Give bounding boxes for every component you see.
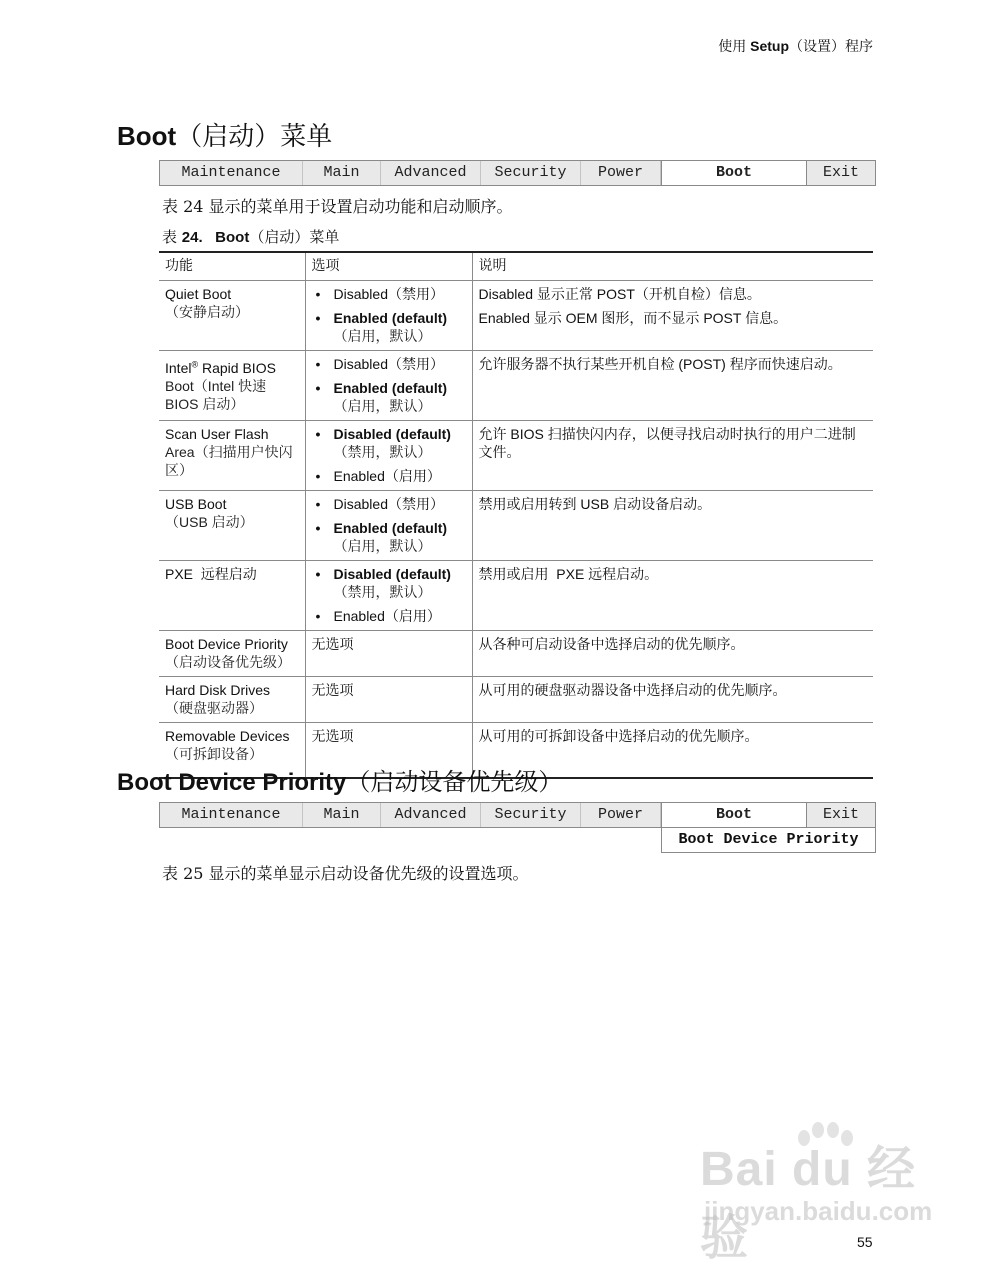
feature-cell	[159, 281, 305, 351]
table-row	[159, 491, 873, 561]
intro-paragraph-2: 表 25 显示的菜单显示启动设备优先级的设置选项。	[162, 864, 529, 883]
section-title-cn: （启动）菜单	[176, 122, 333, 152]
menu-tab-power[interactable]: Power	[581, 161, 661, 185]
menu-tab-security[interactable]: Security	[481, 803, 581, 827]
bullet-icon: •	[315, 380, 321, 396]
feature-cell	[159, 351, 305, 421]
table-row	[159, 281, 873, 351]
option-item-default: • Enabled (default) （启用，默认）	[315, 380, 448, 414]
menu-tab-exit[interactable]: Exit	[822, 164, 859, 181]
menu-tab-advanced[interactable]: Advanced	[381, 161, 481, 185]
options-cell: 无选项	[305, 677, 472, 723]
feature-name-cn: （USB 启动）	[165, 514, 254, 530]
description-cell: 允许 BIOS 扫描快闪内存，以便寻找启动时执行的用户二进制文件。	[472, 421, 873, 491]
table-caption-prefix: 表	[162, 228, 182, 246]
table-header-row	[159, 252, 873, 281]
option-item: • Enabled（启用）	[315, 608, 441, 624]
feature-name: Intel® Rapid BIOS	[165, 359, 276, 376]
feature-cell	[159, 631, 305, 677]
menu-tab-maintenance[interactable]: Maintenance	[160, 161, 303, 185]
bullet-icon: •	[315, 496, 321, 512]
feature-name-cn: （硬盘驱动器）	[165, 700, 263, 716]
feature-cell	[159, 491, 305, 561]
description-cell: 从各种可启动设备中选择启动的优先顺序。	[472, 631, 873, 677]
section-title-en: Boot	[117, 121, 177, 151]
option-item-default: • Disabled (default) （禁用，默认）	[315, 426, 451, 460]
feature-name-cn: Boot（Intel 快速 BIOS 启动）	[165, 377, 267, 412]
options-cell	[305, 351, 472, 421]
description-cell: 从可用的硬盘驱动器设备中选择启动的优先顺序。	[472, 677, 873, 723]
menu-tab-advanced[interactable]: Advanced	[381, 803, 481, 827]
menu-tab-security[interactable]: Security	[481, 161, 581, 185]
menu-tab-maintenance[interactable]: Maintenance	[160, 803, 303, 827]
table-caption-number: 24.	[181, 229, 203, 246]
intro-paragraph-1: 表 24 显示的菜单用于设置启动功能和启动顺序。	[162, 197, 513, 216]
options-cell	[305, 421, 472, 491]
feature-name: Hard Disk Drives	[165, 682, 271, 698]
running-header-bold: Setup	[750, 38, 789, 54]
running-header-prefix: 使用	[718, 38, 751, 54]
feature-name: PXE 远程启动	[165, 566, 257, 582]
running-header	[718, 36, 873, 56]
submenu-boot-device-priority[interactable]: Boot Device Priority	[661, 827, 876, 853]
option-item: • Disabled（禁用）	[315, 356, 444, 372]
bullet-icon: •	[315, 426, 321, 442]
page-number: 55	[857, 1234, 873, 1250]
option-item-default: • Enabled (default) （启用，默认）	[315, 310, 448, 344]
header-description: 说明	[472, 252, 873, 281]
feature-name-cn: Area（扫描用户快闪区）	[165, 444, 293, 478]
header-options: 选项	[305, 252, 472, 281]
bullet-icon: •	[315, 356, 321, 372]
table-row	[159, 351, 873, 421]
menu-tab-main[interactable]: Main	[303, 161, 381, 185]
table-caption-title: Boot	[215, 229, 250, 246]
options-cell	[305, 561, 472, 631]
option-item-default: • Disabled (default) （禁用，默认）	[315, 566, 451, 600]
bios-menubar-2	[159, 802, 876, 828]
bullet-icon: •	[315, 608, 321, 624]
menu-tab-power[interactable]: Power	[581, 803, 661, 827]
table-row	[159, 561, 873, 631]
bullet-icon: •	[315, 286, 321, 302]
table-caption-cn: （启动）菜单	[249, 228, 340, 246]
section-title-boot-device-priority	[117, 762, 562, 797]
watermark-url: jingyan.baidu.com	[704, 1196, 933, 1226]
option-item: • Enabled（启用）	[315, 468, 441, 484]
options-cell	[305, 491, 472, 561]
menu-tab-boot[interactable]: Boot	[661, 161, 807, 185]
bullet-icon: •	[315, 520, 321, 536]
feature-cell	[159, 677, 305, 723]
description-cell: 允许服务器不执行某些开机自检 (POST) 程序而快速启动。	[472, 351, 873, 421]
bios-menubar	[159, 160, 876, 186]
table-caption	[162, 226, 339, 247]
bullet-icon: •	[315, 310, 321, 326]
table-row	[159, 631, 873, 677]
table-row	[159, 421, 873, 491]
description-cell: 禁用或启用转到 USB 启动设备启动。	[472, 491, 873, 561]
description-cell: Disabled 显示正常 POST（开机自检）信息。 Enabled 显示 OEM 图形，而不显示 POST 信息。	[472, 281, 873, 351]
bullet-icon: •	[315, 468, 321, 484]
bullet-icon: •	[315, 566, 321, 582]
section-title-cn: （启动设备优先级）	[346, 768, 563, 796]
description-cell: 从可用的可拆卸设备中选择启动的优先顺序。	[472, 723, 873, 779]
feature-name: Removable Devices	[165, 728, 290, 744]
feature-name: Boot Device Priority	[165, 636, 288, 652]
table-row	[159, 677, 873, 723]
option-item: • Disabled（禁用）	[315, 286, 444, 302]
option-item: • Disabled（禁用）	[315, 496, 444, 512]
section-title-en: Boot Device Priority	[117, 769, 347, 796]
options-cell: 无选项	[305, 631, 472, 677]
watermark-logo: Bai du 经验	[700, 1143, 917, 1265]
options-cell	[305, 281, 472, 351]
feature-name-cn: （安静启动）	[165, 304, 249, 320]
menu-tab-main[interactable]: Main	[303, 803, 381, 827]
header-feature: 功能	[159, 252, 305, 281]
option-item-default: • Enabled (default) （启用，默认）	[315, 520, 448, 554]
section-title-boot-menu	[117, 116, 332, 153]
menu-tab-boot[interactable]: Boot	[661, 803, 807, 827]
feature-name: Scan User Flash	[165, 426, 269, 442]
feature-name-cn: （启动设备优先级）	[165, 654, 291, 670]
feature-name: USB Boot	[165, 496, 227, 512]
description-cell: 禁用或启用 PXE 远程启动。	[472, 561, 873, 631]
feature-name: Quiet Boot	[165, 286, 232, 302]
feature-cell	[159, 421, 305, 491]
options-cell: 无选项	[305, 723, 472, 779]
feature-name-cn: （可拆卸设备）	[165, 746, 263, 762]
feature-cell	[159, 561, 305, 631]
running-header-suffix: （设置）程序	[789, 38, 873, 54]
menu-tab-exit[interactable]: Exit	[822, 806, 859, 823]
boot-menu-table	[159, 251, 873, 779]
